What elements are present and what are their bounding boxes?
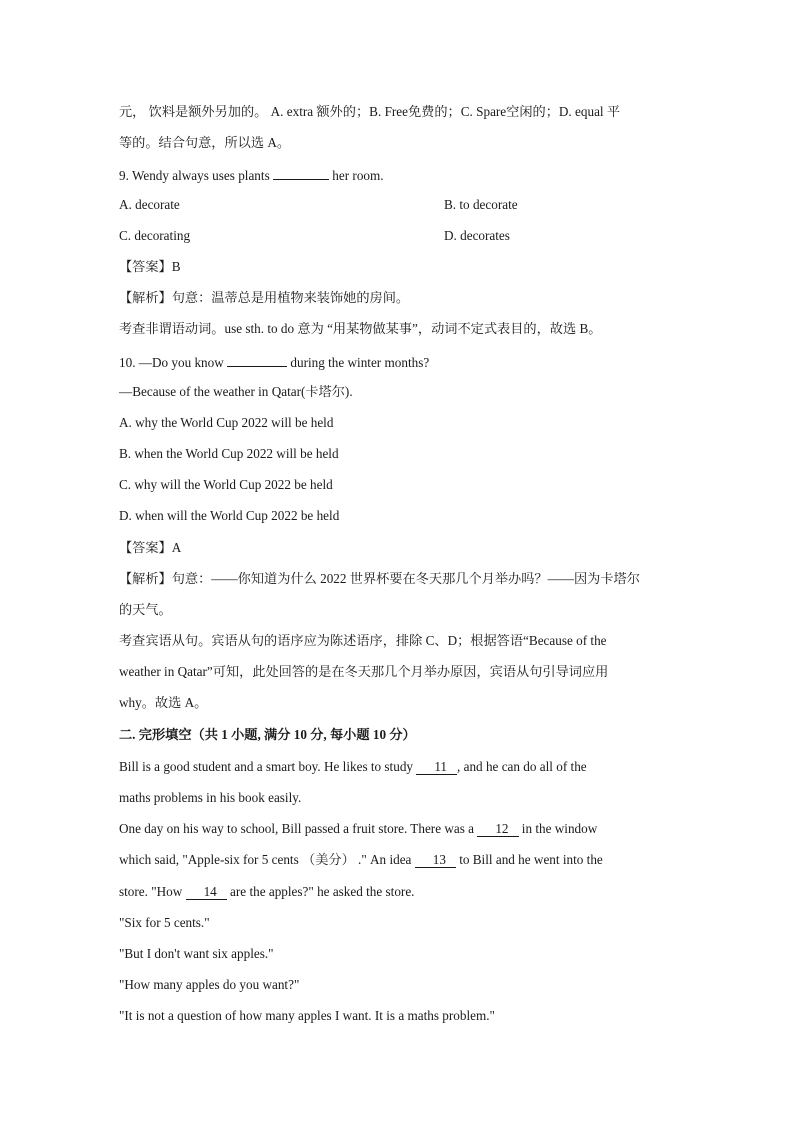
blank-number: 12	[477, 821, 518, 837]
explanation-line: 的天气。	[119, 602, 172, 617]
passage-line: "But I don't want six apples."	[119, 946, 274, 961]
question-9	[119, 165, 384, 185]
passage-line	[119, 851, 603, 869]
answer-blank	[273, 165, 329, 180]
passage-line	[119, 883, 414, 901]
option-a: A. why the World Cup 2022 will be held	[119, 415, 334, 430]
answer-blank	[227, 352, 287, 367]
option-d: D. when will the World Cup 2022 be held	[119, 508, 340, 523]
dialogue-line: —Because of the weather in Qatar(卡塔尔).	[119, 384, 353, 399]
option-b: B. when the World Cup 2022 will be held	[119, 446, 339, 461]
option-a: A. decorate	[119, 197, 180, 212]
passage-line: maths problems in his book easily.	[119, 790, 302, 805]
passage-line: "How many apples do you want?"	[119, 977, 300, 992]
passage-line	[119, 820, 597, 838]
text-line: 元， 饮料是额外另加的。 A. extra 额外的；B. Free免费的；C. Spare空闲的；D. equal 平	[119, 104, 621, 119]
question-text: 10. —Do you know	[119, 355, 228, 370]
blank-number: 11	[416, 759, 457, 775]
blank-number: 13	[415, 852, 456, 868]
text-line: 等的。结合句意，所以选 A。	[119, 135, 291, 150]
answer-label: 【答案】B	[119, 259, 181, 274]
passage-line: "It is not a question of how many apples I want. It is a maths problem."	[119, 1008, 495, 1023]
passage-text: to Bill and he went into the	[455, 852, 603, 867]
passage-line	[119, 758, 587, 776]
question-text: her room.	[329, 168, 384, 183]
option-c: C. decorating	[119, 228, 191, 243]
section-heading: 二. 完形填空（共 1 小题, 满分 10 分, 每小题 10 分）	[119, 727, 416, 742]
passage-text: One day on his way to school, Bill passed a fruit store. There was a	[119, 821, 478, 836]
passage-text: store. "How	[119, 884, 186, 899]
explanation-line: 【解析】句意：——你知道为什么 2022 世界杯要在冬天那几个月举办吗？——因为卡塔尔	[119, 571, 640, 586]
explanation-line: 考查非谓语动词。use sth. to do 意为 “用某物做某事”，动词不定式表目的，故选 B。	[119, 321, 602, 336]
option-d: D. decorates	[444, 228, 510, 243]
passage-text: are the apples?" he asked the store.	[226, 884, 415, 899]
explanation-line: 考查宾语从句。宾语从句的语序应为陈述语序，排除 C、D；根据答语“Because of the	[119, 633, 607, 648]
passage-text: , and he can do all of the	[457, 759, 587, 774]
option-b: B. to decorate	[444, 197, 518, 212]
explanation-line: why。故选 A。	[119, 695, 208, 710]
passage-text: which said, "Apple-six for 5 cents （美分） ." An idea	[119, 852, 415, 867]
explanation-line: weather in Qatar”可知，此处回答的是在冬天那几个月举办原因，宾语从句引导词应用	[119, 664, 609, 679]
explanation-line: 【解析】句意：温蒂总是用植物来装饰她的房间。	[119, 290, 410, 305]
question-10	[119, 352, 429, 372]
answer-label: 【答案】A	[119, 540, 182, 555]
question-text: during the winter months?	[287, 355, 430, 370]
question-text: 9. Wendy always uses plants	[119, 168, 273, 183]
passage-text: Bill is a good student and a smart boy. He likes to study	[119, 759, 417, 774]
passage-text: in the window	[518, 821, 598, 836]
passage-line: "Six for 5 cents."	[119, 915, 210, 930]
blank-number: 14	[186, 884, 227, 900]
option-c: C. why will the World Cup 2022 be held	[119, 477, 333, 492]
